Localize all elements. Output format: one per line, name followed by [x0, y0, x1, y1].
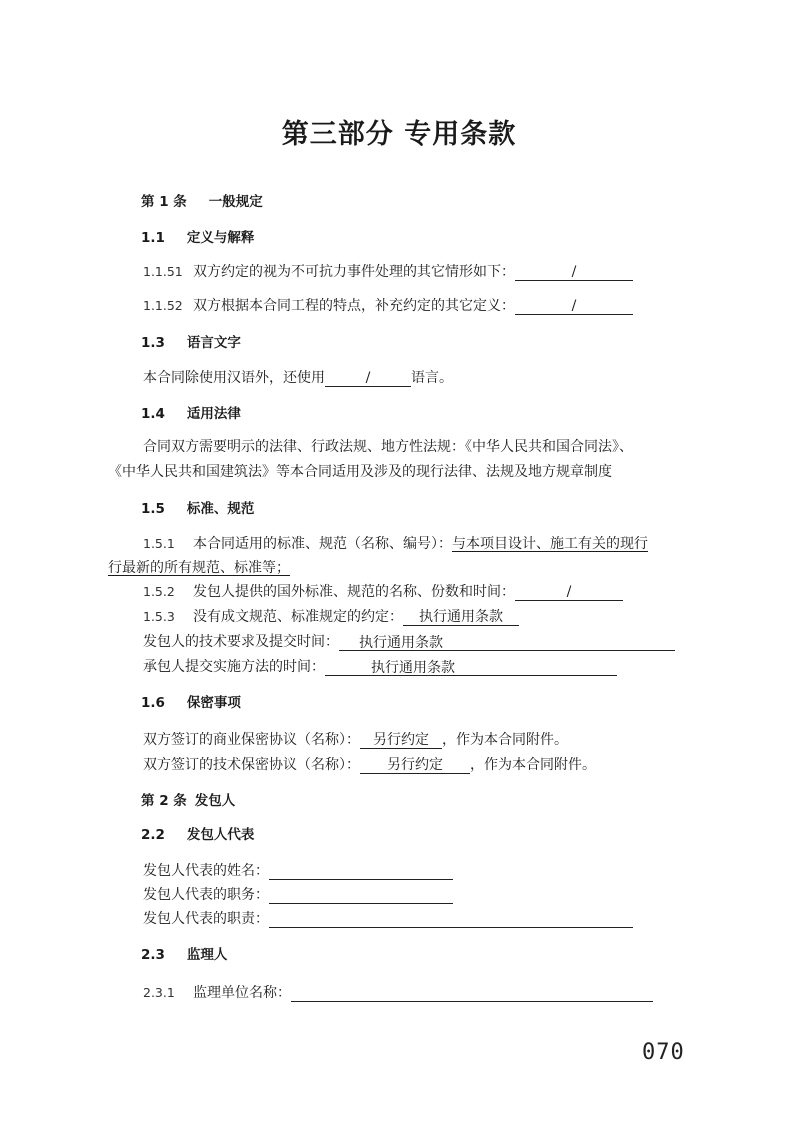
section-2-2-heading	[141, 826, 254, 844]
fill-blank: /	[325, 369, 411, 387]
section-title: 监理人	[186, 947, 228, 963]
clause-1-1-52	[143, 297, 633, 315]
clause-number: 1.5.3	[143, 609, 175, 624]
clause-text: 本合同适用的标准、规范（名称、编号）：	[193, 536, 452, 552]
fill-blank: 执行通用条款	[339, 634, 675, 651]
section-title: 保密事项	[186, 695, 241, 711]
clause-text-after: ，作为本合同附件。	[470, 757, 596, 773]
fill-blank	[269, 886, 453, 904]
clause-1-5-3	[143, 608, 519, 626]
section-title: 发包人代表	[186, 827, 255, 843]
section-number: 1.5	[141, 501, 165, 517]
article-number: 第 2 条	[141, 793, 187, 809]
section-number: 2.3	[141, 947, 165, 963]
clause-text: 发包人的技术要求及提交时间：	[143, 634, 339, 650]
section-title: 标准、规范	[186, 501, 255, 517]
clause-number: 1.1.51	[143, 264, 183, 279]
implementation-method	[143, 658, 617, 676]
clause-1-5-1-continued	[108, 559, 290, 577]
clause-text: 发包人提供的国外标准、规范的名称、份数和时间：	[193, 584, 515, 600]
section-1-3-heading	[141, 334, 241, 352]
clause-text: 监理单位名称：	[193, 985, 291, 1001]
section-1-1-heading	[141, 229, 254, 247]
clause-text: 承包人提交实施方法的时间：	[143, 659, 325, 675]
fill-blank: /	[515, 297, 633, 315]
representative-position	[143, 886, 453, 904]
page-number: 070	[642, 1040, 685, 1065]
clause-text: 双方签订的技术保密协议（名称）：	[143, 757, 360, 773]
clause-text: 本合同除使用汉语外，还使用	[143, 370, 325, 386]
article-1-heading	[141, 193, 263, 211]
clause-text: 双方约定的视为不可抗力事件处理的其它情形如下：	[193, 264, 515, 280]
section-number: 1.1	[141, 230, 165, 246]
article-title: 发包人	[194, 793, 236, 809]
article-number: 第 1 条	[141, 194, 187, 210]
clause-text: 发包人代表的职责：	[143, 911, 269, 927]
clause-text: 发包人代表的姓名：	[143, 863, 269, 879]
section-1-6-heading	[141, 694, 241, 712]
clause-text: 双方根据本合同工程的特点，补充约定的其它定义：	[193, 298, 515, 314]
section-number: 2.2	[141, 827, 165, 843]
clause-value-continued: 行最新的所有规范、标准等；	[108, 560, 290, 576]
commercial-confidentiality	[143, 731, 568, 749]
clause-value: 与本项目设计、施工有关的现行	[452, 536, 648, 552]
clause-1-5-1	[143, 535, 648, 553]
fill-blank: 另行约定	[360, 756, 470, 774]
clause-1-1-51	[143, 263, 633, 281]
article-title: 一般规定	[208, 194, 263, 210]
section-title: 语言文字	[186, 335, 241, 351]
section-1-5-heading	[141, 500, 254, 518]
representative-name	[143, 862, 453, 880]
section-1-4-heading	[141, 405, 241, 423]
clause-1-5-2	[143, 583, 623, 601]
section-number: 1.4	[141, 406, 165, 422]
clause-text-after: 语言。	[411, 370, 453, 386]
section-title: 适用法律	[186, 406, 241, 422]
technical-confidentiality	[143, 756, 596, 774]
clause-number: 1.1.52	[143, 298, 183, 313]
section-number: 1.3	[141, 335, 165, 351]
law-paragraph-line-1: 合同双方需要明示的法律、行政法规、地方性法规：《中华人民共和国合同法》、	[143, 439, 633, 455]
clause-2-3-1	[143, 984, 653, 1002]
section-number: 1.6	[141, 695, 165, 711]
representative-duties	[143, 910, 633, 928]
fill-blank: /	[515, 583, 623, 601]
law-paragraph-line-2: 《中华人民共和国建筑法》等本合同适用及涉及的现行法律、法规及地方规章制度	[108, 464, 612, 480]
clause-text-after: ，作为本合同附件。	[442, 732, 568, 748]
fill-blank: 另行约定	[360, 731, 442, 749]
clause-text: 双方签订的商业保密协议（名称）：	[143, 732, 360, 748]
section-2-3-heading	[141, 946, 227, 964]
article-2-heading	[141, 792, 235, 810]
page-title: 第三部分 专用条款	[281, 119, 517, 150]
clause-number: 1.5.2	[143, 584, 175, 599]
fill-blank	[269, 910, 633, 928]
clause-number: 2.3.1	[143, 985, 175, 1000]
fill-blank: 执行通用条款	[325, 659, 617, 676]
clause-number: 1.5.1	[143, 536, 175, 551]
fill-blank	[291, 984, 653, 1002]
language-clause	[143, 369, 453, 387]
fill-blank	[269, 862, 453, 880]
clause-text: 发包人代表的职务：	[143, 887, 269, 903]
section-title: 定义与解释	[186, 230, 255, 246]
fill-blank: /	[515, 263, 633, 281]
technical-requirements	[143, 633, 675, 651]
clause-text: 没有成文规范、标准规定的约定：	[193, 609, 403, 625]
fill-blank: 执行通用条款	[403, 608, 519, 626]
